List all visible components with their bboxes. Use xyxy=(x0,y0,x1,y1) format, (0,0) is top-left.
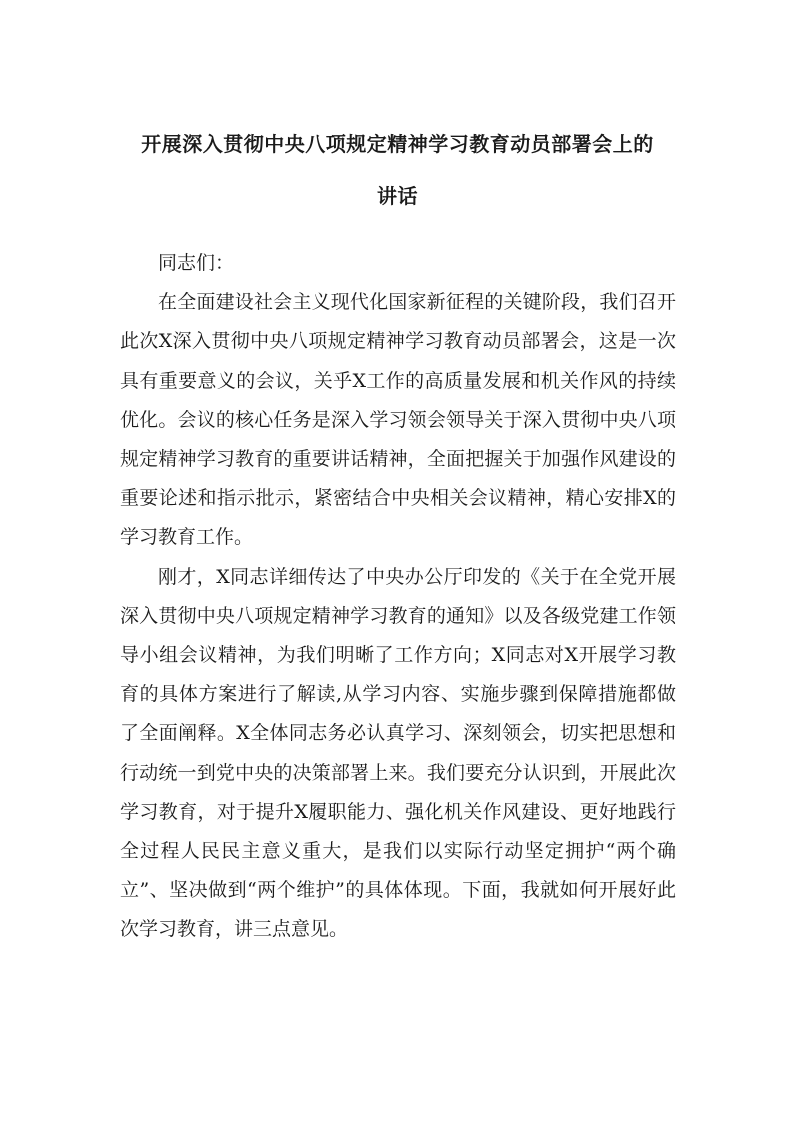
document-title-line-2: 讲话 xyxy=(377,184,418,208)
paragraph-2: 刚才，X同志详细传达了中央办公厅印发的《关于在全党开展深入贯彻中央八项规定精神学习教育的通知》以及各级党建工作领导小组会议精神，为我们明晰了工作方向；X同志对X开展学习教育的具体方案进行了解读,从学习内容、实施步骤到保障措施都做了全面阐释。X全体同志务必认真学习、深刻领会，切实把思想和行动统一到党中央的决策部署上来。我们要充分认识到，开展此次学习教育，对于提升X履职能力、强化机关作风建设、更好地践行全过程人民民主意义重大，是我们以实际行动坚定拥护“两个确立”、坚决做到“两个维护”的具体体现。下面，我就如何开展好此次学习教育，讲三点意见。 xyxy=(120,565,676,941)
salutation: 同志们： xyxy=(158,252,235,274)
document-title-line-1: 开展深入贯彻中央八项规定精神学习教育动员部署会上的 xyxy=(141,132,654,156)
document-body xyxy=(120,244,676,950)
paragraph-1: 在全面建设社会主义现代化国家新征程的关键阶段，我们召开此次X深入贯彻中央八项规定精神学习教育动员部署会，这是一次具有重要意义的会议，关乎X工作的高质量发展和机关作风的持续优化。会议的核心任务是深入学习领会领导关于深入贯彻中央八项规定精神学习教育的重要讲话精神，全面把握关于加强作风建设的重要论述和指示批示，紧密结合中央相关会议精神，精心安排X的学习教育工作。 xyxy=(120,291,676,549)
